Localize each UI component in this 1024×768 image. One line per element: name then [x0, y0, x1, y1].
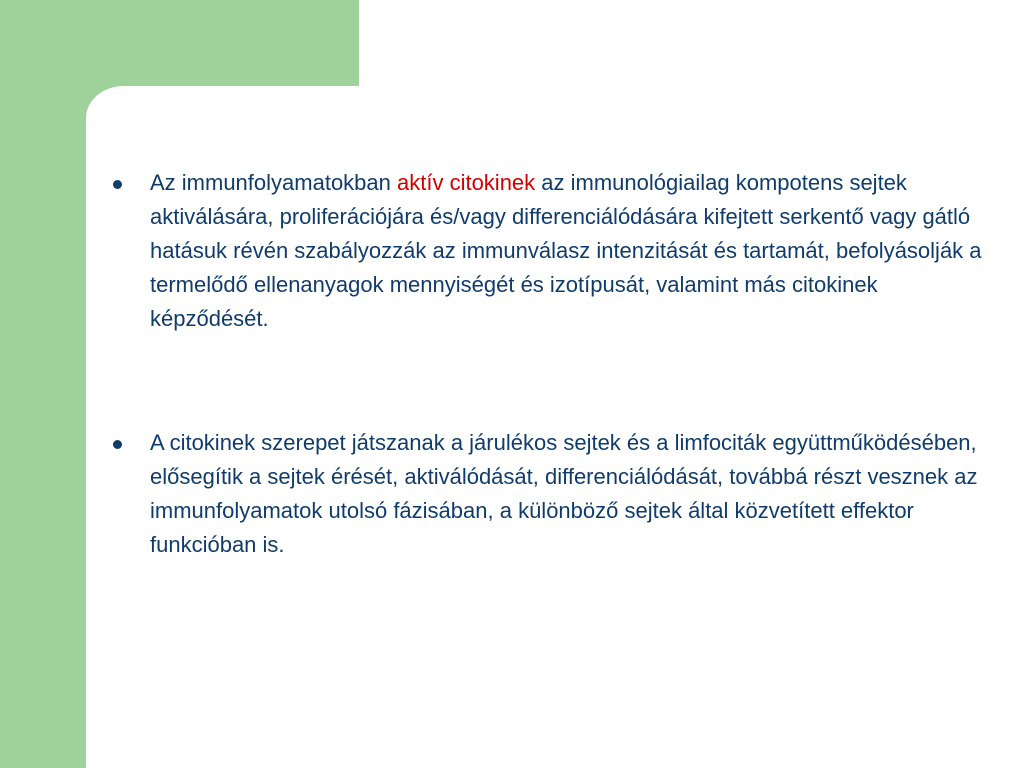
bullet-1-text-start: Az immunfolyamatokban: [150, 170, 397, 195]
bullet-dot-icon: [113, 440, 122, 449]
top-accent-bar: [0, 0, 359, 86]
bullet-item-1: [113, 166, 983, 336]
bullet-1-highlight: aktív citokinek: [397, 170, 536, 195]
corner-accent-curve: [86, 86, 162, 150]
bullet-item-2: [113, 426, 983, 562]
bullet-dot-icon: [113, 180, 122, 189]
left-accent-bar: [0, 0, 86, 768]
bullet-1-text-end: az immunológiailag kompotens sejtek aktiválására, proliferációjára és/vagy differenciálódására kifejtett serkentő vagy gátló hatásuk révén szabályozzák az immunválasz intenzitását és tartamát, befolyásolják a termelődő ellenanyagok mennyiségét és izotípusát, valamint más citokinek képződését.: [150, 170, 982, 331]
slide-content: [113, 166, 983, 562]
bullet-2-text: A citokinek szerepet játszanak a járulékos sejtek és a limfociták együttműködésében, elősegítik a sejtek érését, aktiválódását, differenciálódását, továbbá részt vesznek az immunfolyamatok utolsó fázisában, a különböző sejtek által közvetített effektor funkcióban is.: [150, 430, 978, 557]
